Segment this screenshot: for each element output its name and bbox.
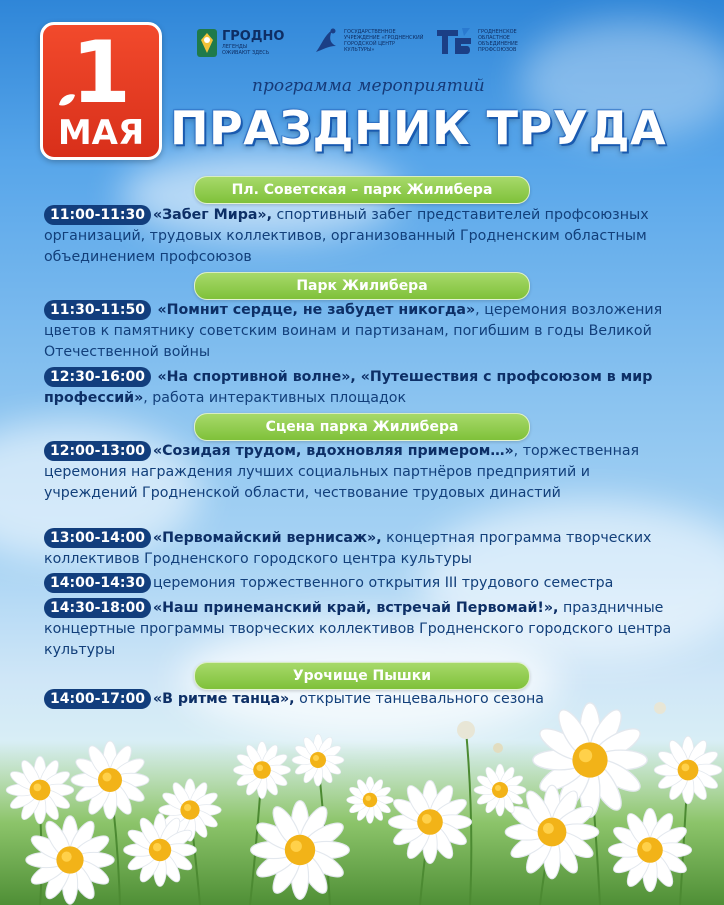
event-description: спортивный забег представителей профсоюзных организаций, трудовых коллективов, организованный Гродненским областным объединением профсоюзов <box>44 207 649 265</box>
section-header-park: Парк Жилибера <box>194 272 530 300</box>
culture-center-logo-text: ГОСУДАРСТВЕННОЕ УЧРЕЖДЕНИЕ «ГРОДНЕНСКИЙ ГОРОДСКОЙ ЦЕНТР КУЛЬТУРЫ» <box>344 29 424 53</box>
event-time: 14:00-17:00 <box>44 689 151 709</box>
event-title: «Созидая трудом, вдохновляя примером…» <box>152 443 514 459</box>
event-item <box>44 205 684 268</box>
page-title: ПРАЗДНИК ТРУДА <box>170 101 667 155</box>
event-description: праздничные концертные программы творческих коллективов Гродненского городского центра культуры <box>44 600 672 658</box>
date-badge <box>40 22 162 160</box>
event-description: , церемония возложения цветов к памятнику советским воинам и партизанам, погибшим в годы Великой Отечественной войны <box>44 302 663 360</box>
daisy-field-illustration <box>0 700 724 905</box>
culture-center-logo <box>312 26 424 56</box>
event-time: 11:30-11:50 <box>44 300 151 320</box>
grodno-logo <box>196 28 284 58</box>
program-subtitle: программа мероприятий <box>252 76 485 96</box>
event-time: 14:30-18:00 <box>44 598 151 618</box>
trade-union-logo-text: ГРОДНЕНСКОЕ ОБЛАСТНОЕ ОБЪЕДИНЕНИЕ ПРОФСОЮЗОВ <box>478 29 518 53</box>
event-description: , торжественная церемония награждения лучших социальных партнёров предприятий и учреждений Гродненской области, чествование трудовых династий <box>44 443 640 501</box>
event-description: концертная программа творческих коллективов Гродненского городского центра культуры <box>44 530 652 567</box>
date-month: МАЯ <box>57 113 145 153</box>
event-time: 12:30-16:00 <box>44 367 151 387</box>
event-title: «Забег Мира», <box>152 207 272 223</box>
event-item <box>44 528 684 570</box>
grodno-emblem-icon <box>196 28 218 58</box>
date-day: 1 <box>71 23 131 123</box>
grodno-logo-name: ГРОДНО <box>222 29 285 44</box>
event-title: «Наш принеманский край, встречай Первомай!», <box>152 600 559 616</box>
event-description: , работа интерактивных площадок <box>143 390 407 406</box>
event-item <box>44 441 684 504</box>
event-title: «Помнит сердце, не забудет никогда» <box>157 302 476 318</box>
event-title: «В ритме танца», <box>152 691 295 707</box>
section-header-pyshki: Урочище Пышки <box>194 662 530 690</box>
dancer-emblem-icon <box>312 26 340 56</box>
section-header-stage: Сцена парка Жилибера <box>194 413 530 441</box>
event-time: 13:00-14:00 <box>44 528 151 548</box>
event-description: открытие танцевального сезона <box>294 691 544 707</box>
event-time: 12:00-13:00 <box>44 441 151 461</box>
trade-union-logo <box>434 24 540 58</box>
event-item <box>44 367 684 409</box>
event-item <box>44 573 684 594</box>
event-description: церемония торжественного открытия III трудового семестра <box>152 575 614 591</box>
leaf-icon <box>57 93 77 107</box>
event-item <box>44 300 684 363</box>
grodno-logo-slogan: ЛЕГЕНДЫ ОЖИВАЮТ ЗДЕСЬ <box>222 44 270 56</box>
section-header-sovetskaya: Пл. Советская – парк Жилибера <box>194 176 530 204</box>
trade-union-emblem-icon <box>434 24 474 58</box>
event-title: «На спортивной волне», «Путешествия с профсоюзом в мир профессий» <box>44 369 653 406</box>
event-item <box>44 598 684 661</box>
event-time: 11:00-11:30 <box>44 205 151 225</box>
event-time: 14:00-14:30 <box>44 573 151 593</box>
event-title: «Первомайский вернисаж», <box>152 530 382 546</box>
